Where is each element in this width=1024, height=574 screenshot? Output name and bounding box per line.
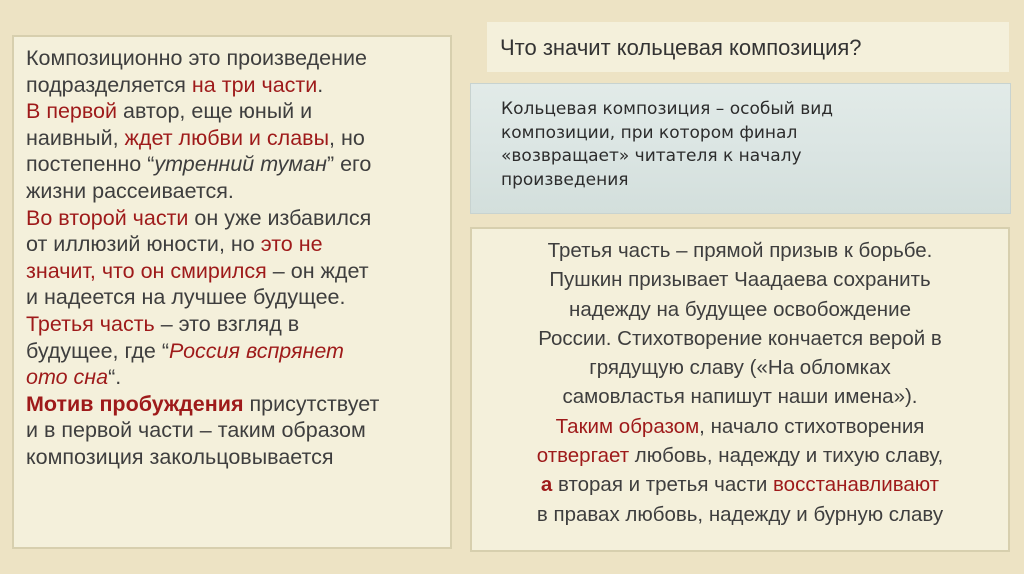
right-line [472,441,1008,470]
text: и в первой части – таким образом [26,418,366,443]
text: любовь, надежду и тихую славу, [629,444,944,468]
italic-text: утренний туман [154,152,327,177]
text: от иллюзий юности, но [26,232,261,257]
right-line: в правах любовь, надежду и бурную славу [536,502,944,526]
highlight-text: ждет любви и славы [124,125,330,150]
right-line [472,470,1008,499]
text: , начало стихотворения [699,414,925,438]
text: . [317,72,324,97]
highlight-text: Во второй части [26,205,189,230]
left-line [26,364,450,391]
left-line [26,45,450,72]
highlight-text: отвергает [536,444,630,468]
right-line: надежду на будущее освобождение [569,297,911,321]
text: Композиционно это произведение [26,46,367,70]
highlight-text: значит, что он смирился [26,258,267,283]
highlight-text: это не [260,232,323,257]
text: композиция закольцовывается [26,444,334,469]
right-line [472,412,1008,441]
highlight-text: В первой [26,99,118,124]
text: он уже избавился [188,205,372,230]
left-line [26,311,450,338]
left-line [26,98,450,125]
left-line [26,205,450,232]
highlight-text: Третья часть [26,311,155,336]
slide-title-text: Что значит кольцевая композиция? [500,35,862,60]
text: подразделяется [26,72,192,97]
left-line [26,391,450,418]
text: постепенно “ [26,152,155,177]
left-line [26,72,450,99]
left-line [26,231,450,258]
right-line: самовластья напишут наши имена»). [562,385,918,409]
highlight-bold-text: а [540,473,553,497]
text: “. [108,365,122,390]
text: будущее, где “ [26,338,169,363]
left-text-panel [12,35,452,549]
left-line [26,338,450,365]
left-line [26,258,450,285]
right-text-panel [470,227,1010,552]
definition-line: произведения [501,169,629,190]
highlight-text: на три части [191,72,318,97]
text: вторая и третья части [552,473,774,497]
text: и надеется на лучшее будущее. [26,285,346,310]
text: присутствует [243,391,380,416]
definition-line: «возвращает» читателя к началу [501,146,802,166]
highlight-bold-text: Мотив пробуждения [26,391,244,416]
definition-line: Кольцевая композиция – особый вид [501,99,834,119]
left-line [26,125,450,152]
right-line: грядущую славу («На обломках [589,356,891,380]
highlight-text: Таким образом [555,414,700,438]
left-line [26,284,450,311]
definition-line: композиции, при котором финал [501,122,798,143]
left-line [26,178,450,205]
left-line [26,417,450,444]
text: – это взгляд в [154,311,300,336]
text: ” его [326,152,372,177]
text: , но [329,125,365,150]
text: жизни рассеивается. [26,178,234,203]
definition-image [470,83,1011,214]
highlight-italic-text: ото сна [26,365,109,390]
right-line: Пушкин призывает Чаадаева сохранить [549,268,931,292]
text: автор, еще юный и [117,99,313,124]
text: наивный, [26,125,125,150]
slide-title [487,22,1009,72]
left-line [26,151,450,178]
highlight-italic-text: Россия вспрянет [169,338,344,363]
left-line [26,444,450,471]
right-line: России. Стихотворение кончается верой в [538,326,942,350]
text: – он ждет [266,258,369,283]
right-line: Третья часть – прямой призыв к борьбе. [547,239,933,262]
highlight-text: восстанавливают [773,473,940,497]
